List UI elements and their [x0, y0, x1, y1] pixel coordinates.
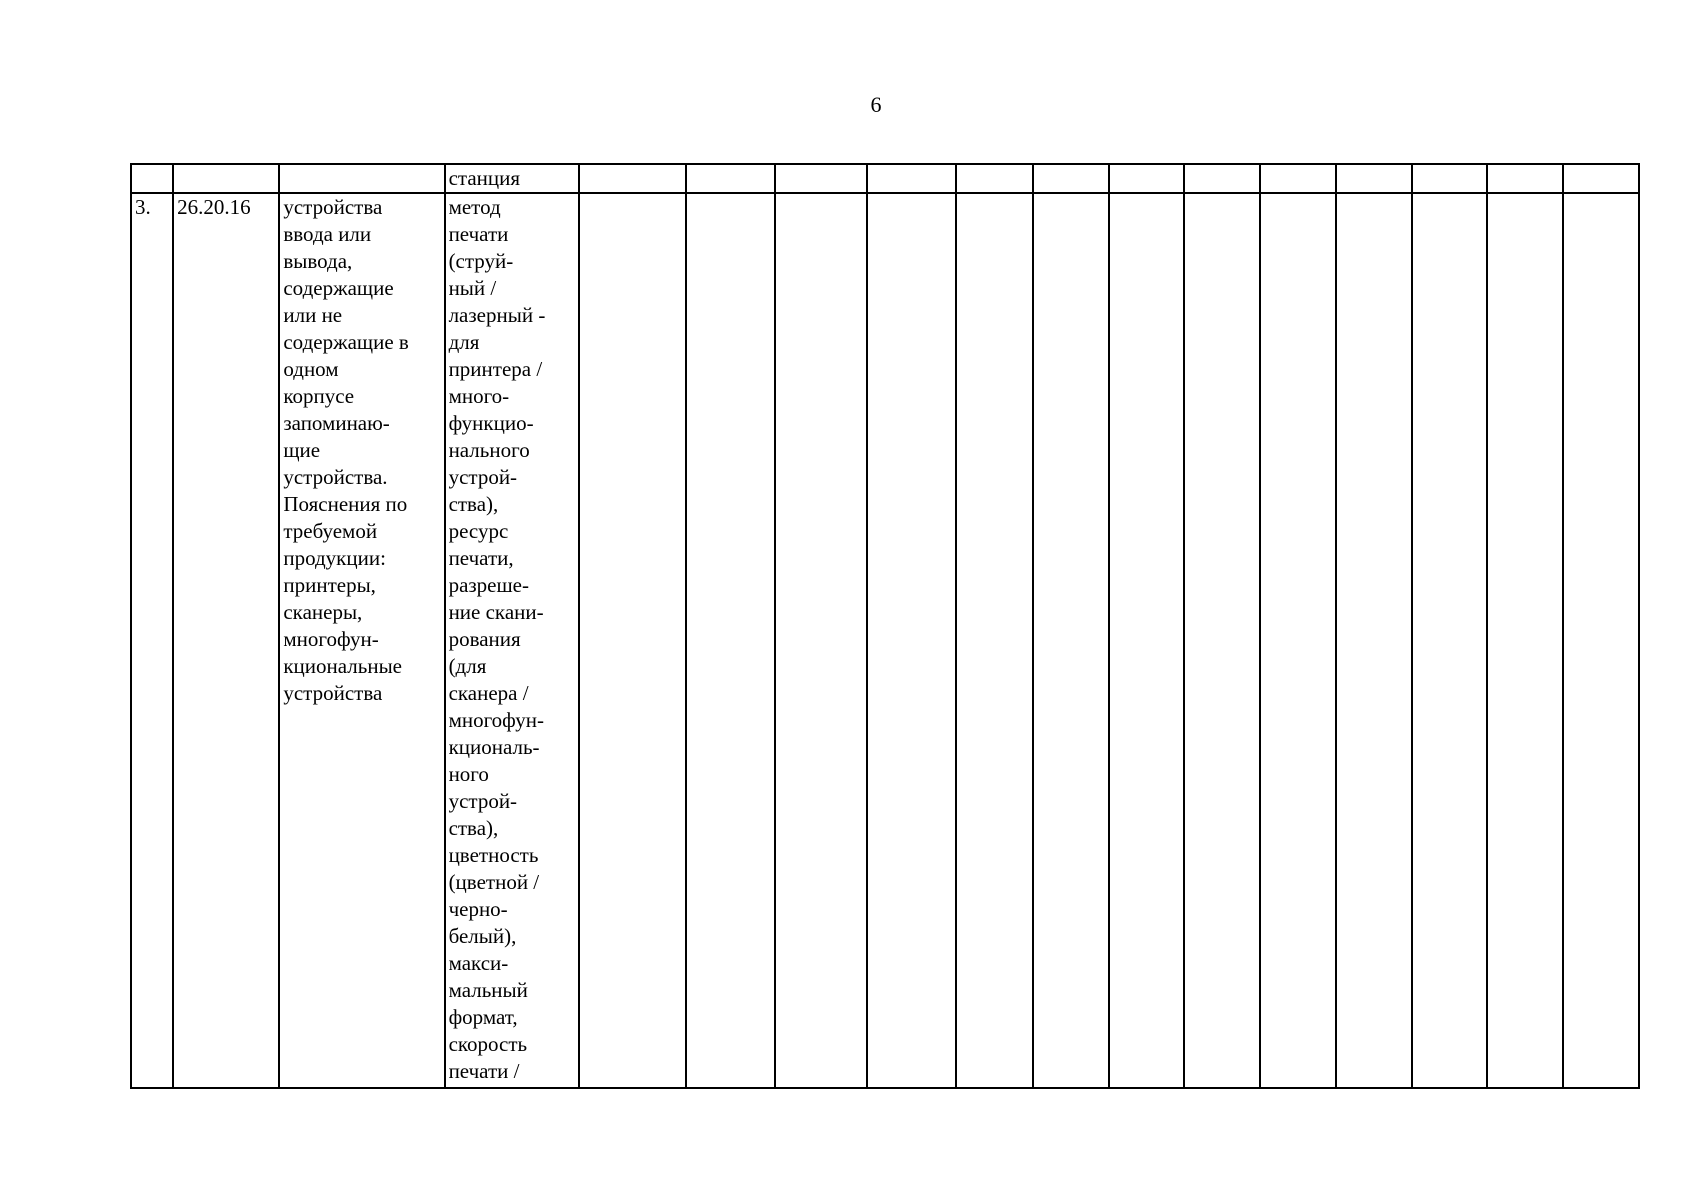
table-row: [131, 193, 1639, 1088]
table-cell: [1336, 164, 1412, 193]
table-cell: [956, 164, 1033, 193]
table-cell: [1412, 193, 1488, 1088]
requirements-table: [130, 163, 1640, 1089]
table-cell: [686, 193, 775, 1088]
table-cell: [1563, 193, 1639, 1088]
table-row-continuation: [131, 164, 1639, 193]
table-cell: [867, 164, 956, 193]
table-cell: [867, 193, 956, 1088]
table-cell: [579, 164, 685, 193]
table-cell: [1563, 164, 1639, 193]
table-cell: [1184, 193, 1260, 1088]
table-cell-characteristics: метод печати (струй- ный / лазерный - для принтера / много- функцио- нального устрой- ства), ресурс печати, разреше- ние скани- рования (для сканера / многофун- кциональ- ного устрой- ства), цветность (цветной / черно- белый), макси- мальный формат, скорость печати /: [445, 193, 580, 1088]
table-cell-product-name: устройства ввода или вывода, содержащие или не содержащие в одном корпусе запоминаю- щие устройства. Пояснения по требуемой продукции: принтеры, сканеры, многофун- кциональные устройства: [279, 193, 444, 1088]
table-cell: [1109, 193, 1185, 1088]
table-cell: [173, 164, 279, 193]
table-cell: [1336, 193, 1412, 1088]
table-cell: [1260, 193, 1336, 1088]
table-cell: [956, 193, 1033, 1088]
table-cell: [1184, 164, 1260, 193]
table-cell: [579, 193, 685, 1088]
table-cell: [1033, 164, 1109, 193]
table-cell: [131, 164, 173, 193]
table-cell: [1033, 193, 1109, 1088]
table-cell-number: 3.: [131, 193, 173, 1088]
table-cell: [1412, 164, 1488, 193]
table-cell: [775, 164, 867, 193]
page-number: 6: [870, 92, 882, 117]
table-cell: [1109, 164, 1185, 193]
table-cell: [1487, 193, 1563, 1088]
table-cell: [1487, 164, 1563, 193]
table-cell-characteristics-continued: станция: [445, 164, 580, 193]
table-cell: [279, 164, 444, 193]
table-cell: [1260, 164, 1336, 193]
table-cell: [775, 193, 867, 1088]
table-cell: [686, 164, 775, 193]
table-cell-code: 26.20.16: [173, 193, 279, 1088]
